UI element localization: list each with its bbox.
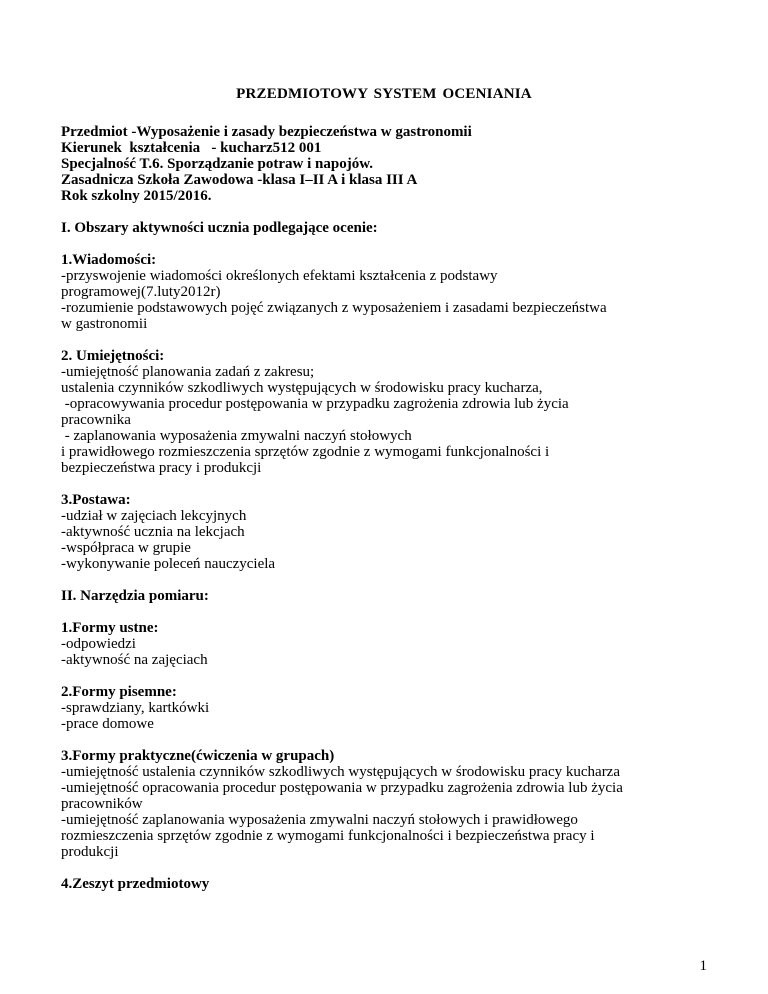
attitude-line: -udział w zajęciach lekcyjnych <box>61 508 247 524</box>
specialty-line: Specjalność T.6. Sporządzanie potraw i napojów. <box>61 156 373 172</box>
attitude-line: -aktywność ucznia na lekcjach <box>61 524 245 540</box>
written-block <box>61 684 721 732</box>
practical-line: rozmieszczenia sprzętów zgodnie z wymogami funkcjonalności i bezpieczeństwa pracy i <box>61 828 595 844</box>
practical-line: pracowników <box>61 796 143 812</box>
oral-line: -aktywność na zajęciach <box>61 652 208 668</box>
practical-line: -umiejętność zaplanowania wyposażenia zmywalni naczyń stołowych i prawidłowego <box>61 812 578 828</box>
skills-line: -opracowywania procedur postępowania w przypadku zagrożenia zdrowia lub życia <box>61 396 569 412</box>
skills-block <box>61 348 721 476</box>
oral-heading: 1.Formy ustne: <box>61 620 159 636</box>
skills-line: bezpieczeństwa pracy i produkcji <box>61 460 262 476</box>
written-line: -sprawdziany, kartkówki <box>61 700 210 716</box>
attitude-block <box>61 492 721 572</box>
written-heading: 2.Formy pisemne: <box>61 684 177 700</box>
practical-heading: 3.Formy praktyczne(ćwiczenia w grupach) <box>61 748 335 764</box>
skills-line: i prawidłowego rozmieszczenia sprzętów zgodnie z wymogami funkcjonalności i <box>61 444 550 460</box>
knowledge-line: programowej(7.luty2012r) <box>61 284 221 300</box>
header-block <box>61 124 721 204</box>
page-number: 1 <box>699 958 707 974</box>
knowledge-heading: 1.Wiadomości: <box>61 252 157 268</box>
knowledge-line: -przyswojenie wiadomości określonych efektami kształcenia z podstawy <box>61 268 498 284</box>
skills-line: - zaplanowania wyposażenia zmywalni naczyń stołowych <box>61 428 412 444</box>
notebook-heading: 4.Zeszyt przedmiotowy <box>61 876 210 892</box>
skills-heading: 2. Umiejętności: <box>61 348 165 364</box>
attitude-line: -współpraca w grupie <box>61 540 191 556</box>
notebook-block <box>61 876 721 892</box>
practical-line: -umiejętność opracowania procedur postępowania w przypadku zagrożenia zdrowia lub życia <box>61 780 623 796</box>
page-title: PRZEDMIOTOWY SYSTEM OCENIANIA <box>236 86 532 102</box>
attitude-line: -wykonywanie poleceń nauczyciela <box>61 556 276 572</box>
subject-line: Przedmiot -Wyposażenie i zasady bezpieczeństwa w gastronomii <box>61 124 472 140</box>
skills-line: ustalenia czynników szkodliwych występujących w środowisku pracy kucharza, <box>61 380 543 396</box>
practical-line: -umiejętność ustalenia czynników szkodliwych występujących w środowisku pracy kucharza <box>61 764 620 780</box>
section2-heading: II. Narzędzia pomiaru: <box>61 588 209 604</box>
written-line: -prace domowe <box>61 716 154 732</box>
knowledge-line: w gastronomii <box>61 316 148 332</box>
knowledge-block <box>61 252 721 332</box>
oral-line: -odpowiedzi <box>61 636 136 652</box>
practical-block <box>61 748 721 860</box>
section1-heading: I. Obszary aktywności ucznia podlegające ocenie: <box>61 220 378 236</box>
attitude-heading: 3.Postawa: <box>61 492 131 508</box>
skills-line: -umiejętność planowania zadań z zakresu; <box>61 364 315 380</box>
knowledge-line: -rozumienie podstawowych pojęć związanych z wyposażeniem i zasadami bezpieczeństwa <box>61 300 607 316</box>
direction-line: Kierunek kształcenia - kucharz512 001 <box>61 140 322 156</box>
school-line: Zasadnicza Szkoła Zawodowa -klasa I–II A i klasa III A <box>61 172 418 188</box>
practical-line: produkcji <box>61 844 119 860</box>
oral-block <box>61 620 721 668</box>
skills-line: pracownika <box>61 412 131 428</box>
document-body <box>61 124 721 892</box>
year-line: Rok szkolny 2015/2016. <box>61 188 212 204</box>
